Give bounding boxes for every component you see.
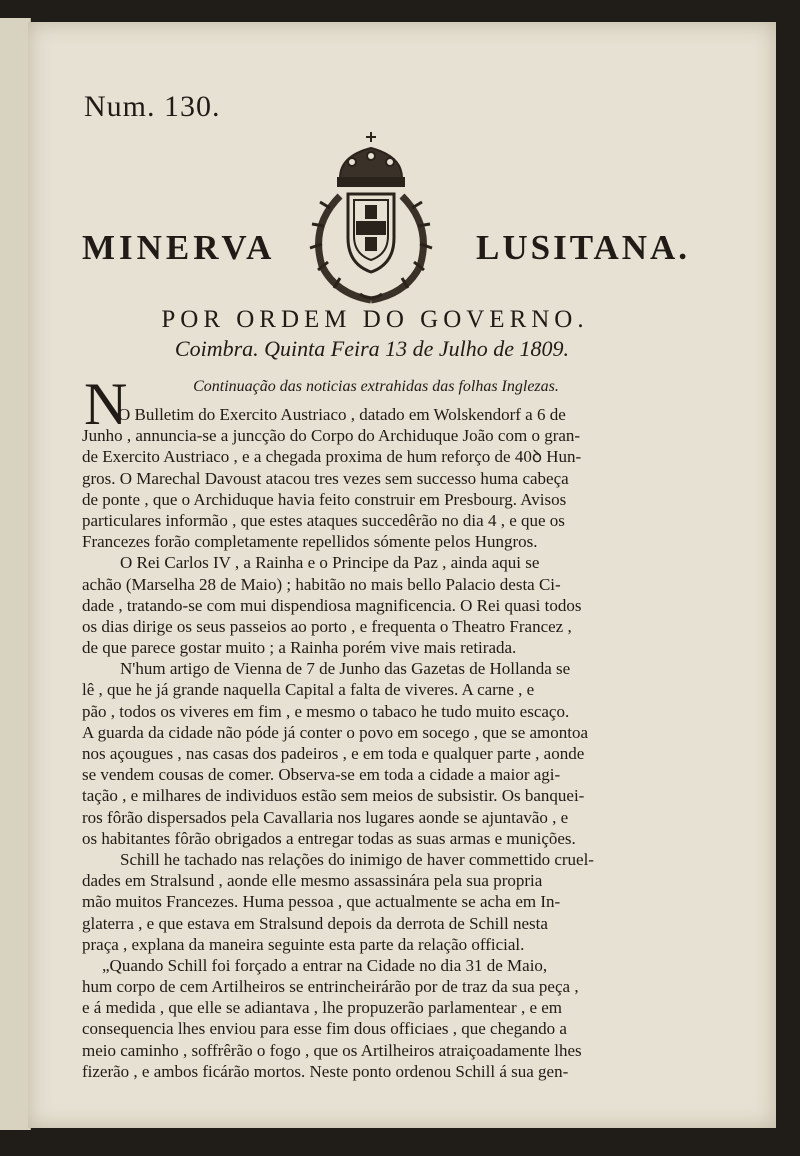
article-line: fizerão , e ambos ficárão mortos. Neste ponto ordenou Schill á sua gen-: [82, 1061, 569, 1081]
article-line: hum corpo de cem Artilheiros se entrincheirárão por de traz da sua peça ,: [82, 977, 579, 997]
article-line: e á medida , que elle se adiantava , lhe propuzerão parlamentear , e em: [82, 998, 563, 1018]
article-line: dade , tratando-se com mui dispendiosa magnificencia. O Rei quasi todos: [82, 595, 582, 615]
article-line: meio caminho , soffrêrão o fogo , que os Artilheiros atraiçoadamente lhes: [82, 1040, 582, 1060]
masthead-left: MINERVA: [82, 228, 276, 267]
article-body: [82, 404, 668, 1082]
article-line: mão muitos Francezes. Huma pessoa , que actualmente se acha em In-: [82, 892, 561, 912]
article-line: Schill he tachado nas relações do inimigo de haver commettido cruel-: [120, 849, 594, 869]
article-line: nos açougues , nas casas dos padeiros , e em toda e qualquer parte , aonde: [82, 744, 585, 763]
article-line: praça , explana da maneira seguinte esta parte da relação official.: [82, 934, 525, 954]
article-line: se vendem cousas de comer. Observa-se em toda a cidade a maior agi-: [82, 765, 561, 785]
article-line: achão (Marselha 28 de Maio) ; habitão no mais bello Palacio desta Ci-: [82, 574, 561, 594]
article-line: ros fôrão dispersados pela Cavallaria nos lugares aonde se ajuntavão , e: [82, 807, 569, 827]
article-line: Francezes forão completamente repellidos sómente pelos Hungros.: [82, 532, 538, 552]
article-line: lê , que he já grande naquella Capital a falta de viveres. A carne , e: [82, 680, 535, 700]
article-line: gros. O Marechal Davoust atacou tres vezes sem successo huma cabeça: [82, 468, 569, 488]
article-line: Junho , annuncia-se a juncção do Corpo do Archiduque João com o gran-: [82, 426, 581, 446]
article-line: tação , e milhares de individuos estão sem meios de subsistir. Os banquei-: [82, 786, 585, 806]
issue-number: Num. 130.: [84, 90, 221, 123]
article-line: os habitantes fôrão obrigados a entregar todas as suas armas e munições.: [82, 828, 576, 848]
drop-cap: N: [84, 371, 128, 437]
dateline: Coimbra. Quinta Feira 13 de Julho de 1809.: [174, 336, 570, 361]
article-line: pão , todos os viveres em fim , e mesmo o tabaco he tudo muito escaço.: [82, 701, 570, 721]
article-line: os dias dirige os seus passeios ao porto , e frequenta o Theatro Francez ,: [82, 616, 572, 636]
article-line: „Quando Schill foi forçado a entrar na Cidade no dia 31 de Maio,: [102, 955, 548, 975]
article-line: N'hum artigo de Vienna de 7 de Junho das Gazetas de Hollanda se: [120, 659, 571, 679]
article-line: O Rei Carlos IV , a Rainha e o Principe da Paz , ainda aqui se: [120, 553, 540, 573]
article-subheading: Continuação das noticias extrahidas das folhas Inglezas.: [193, 378, 559, 395]
article-line: consequencia lhes enviou para esse fim dous officiaes , que chegando a: [82, 1019, 567, 1039]
government-order-line: POR ORDEM DO GOVERNO.: [161, 306, 589, 333]
article-line: particulares informão , que estes ataques succedêrão no dia 4 , e que os: [82, 510, 565, 530]
article-line: de ponte , que o Archiduque havia feito construir em Presbourg. Avisos: [82, 489, 567, 509]
article-line: A guarda da cidade não póde já conter o povo em socego , que se amontoa: [82, 722, 589, 742]
masthead-right: LUSITANA.: [476, 228, 691, 267]
article-line: de Exercito Austriaco , e a chegada proxima de hum reforço de 40ꝺ Hun-: [82, 447, 582, 467]
article-line: dades em Stralsund , aonde elle mesmo assassinára pela sua propria: [82, 871, 543, 891]
article-line: de que parece gostar muito ; a Rainha porém vive mais retirada.: [82, 638, 517, 658]
article-line: O Bulletim do Exercito Austriaco , datado em Wolskendorf a 6 de: [118, 405, 566, 424]
royal-coat-of-arms-icon: [300, 126, 442, 306]
article-line: glaterra , e que estava em Stralsund depois da derrota de Schill nesta: [82, 913, 548, 933]
left-page-edge: [0, 18, 31, 1130]
